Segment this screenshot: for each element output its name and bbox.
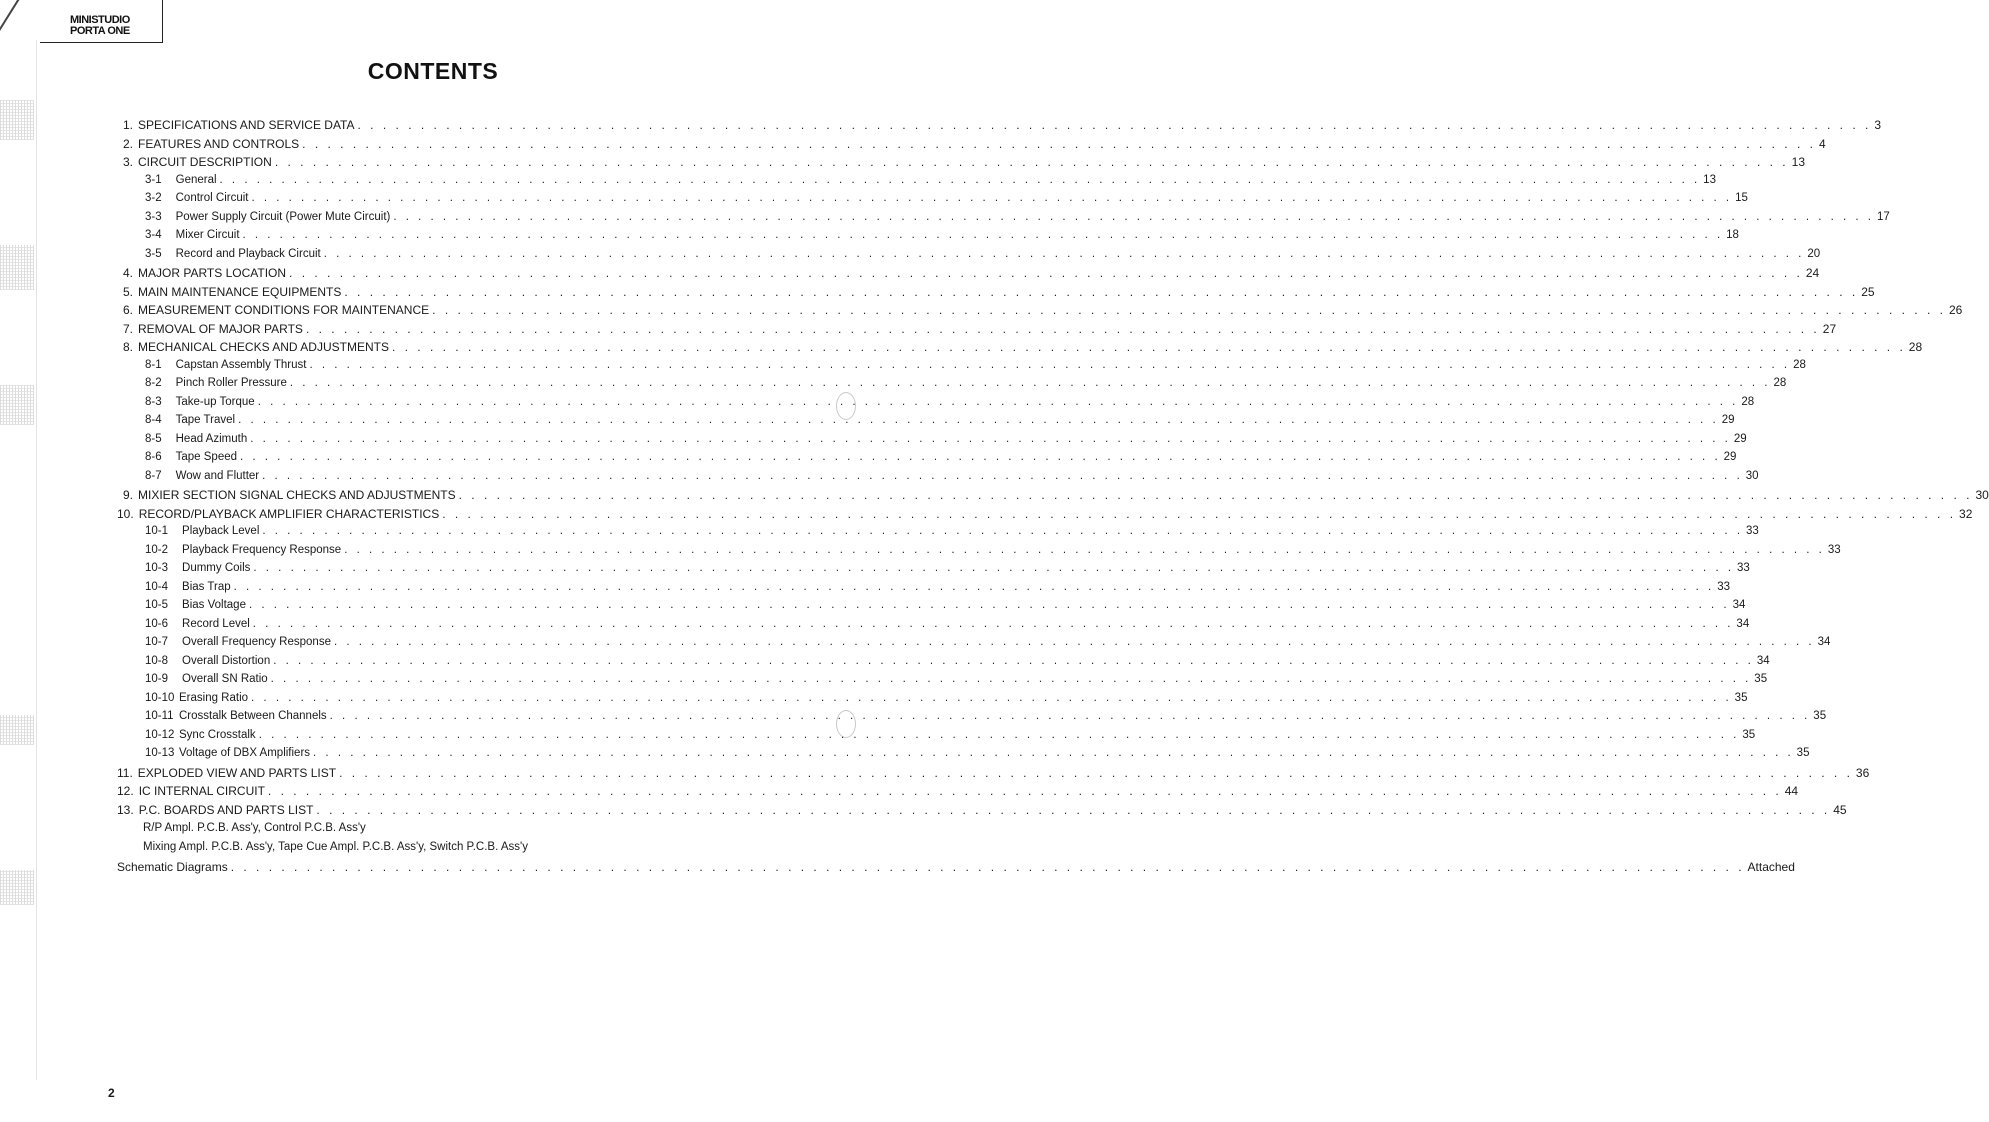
toc-entry-page: 45	[1833, 802, 1847, 817]
scan-speckle	[0, 245, 34, 290]
toc-entry-number: 10-5	[145, 599, 169, 611]
toc-entry-number: 10-6	[145, 617, 169, 630]
toc-entry-number: 10-3	[145, 562, 169, 574]
leader-dots: . . . . . . . . . . . . . . . . . . . . . . . . . . . . . . . . . . . . . . . . . . . . . . . . . . . . . . . . . . . . . . . . . . . . . . . . . . . . . . . . . . . . . . . . . . . . . . . . . . . . . . . . . . . . . . . . . . . . . . . .	[458, 488, 1973, 502]
toc-entry-label: Record and Playback Circuit	[175, 247, 321, 260]
toc-entry-label: CIRCUIT DESCRIPTION	[138, 155, 272, 169]
toc-entry-number: 1.	[123, 118, 134, 132]
toc-entry-label: Tape Speed	[175, 451, 238, 463]
toc-entry-number: 10-12	[145, 728, 175, 741]
toc-entry-page: 24	[1805, 266, 1820, 280]
leader-dots: . . . . . . . . . . . . . . . . . . . . . . . . . . . . . . . . . . . . . . . . . . . . . . . . . . . . . . . . . . . . . . . . . . . . . . . . . . . . . . . . . . . . . . . . . . . . . . . . . . . . . . . . . . . . . . . . . . . . . . . .	[344, 543, 1825, 556]
toc-entry-label: FEATURES AND CONTROLS	[138, 136, 300, 151]
toc-entry-page: 28	[1773, 377, 1787, 389]
toc-entry-label: Pinch Roller Pressure	[175, 377, 287, 389]
page-number: 2	[108, 1086, 115, 1100]
toc-entry-number: 11.	[117, 765, 133, 780]
toc-entry-number: 4.	[123, 266, 134, 280]
brand-line-1: MINISTUDIO	[70, 14, 130, 26]
toc-entry-label: Overall SN Ratio	[182, 673, 268, 685]
toc-entry	[145, 710, 1827, 727]
toc-entry-number: 2.	[123, 136, 134, 151]
toc-entry	[145, 247, 1821, 265]
toc-entry	[123, 136, 1826, 154]
leader-dots: . . . . . . . . . . . . . . . . . . . . . . . . . . . . . . . . . . . . . . . . . . . . . . . . . . . . . . . . . . . . . . . . . . . . . . . . . . . . . . . . . . . . . . . . . . . . . . . . . . . . . . . . . . . . . . . . . . . . . . . .	[432, 303, 1946, 317]
toc-entry	[145, 229, 1739, 246]
leader-dots: . . . . . . . . . . . . . . . . . . . . . . . . . . . . . . . . . . . . . . . . . . . . . . . . . . . . . . . . . . . . . . . . . . . . . . . . . . . . . . . . . . . . . . . . . . . . . . . . . . . . . . . . . . . . . . . . . . . . . . . .	[270, 673, 1752, 685]
scan-speckle	[0, 715, 34, 745]
toc-entry-label: Overall Distortion	[182, 654, 271, 667]
toc-entry	[123, 488, 1989, 505]
toc-entry-page: 34	[1756, 654, 1770, 667]
toc-entry-label: Playback Level	[182, 525, 260, 537]
toc-entry-number: 10-13	[145, 747, 175, 759]
toc-entry-page: 29	[1721, 414, 1735, 426]
toc-entry-page: 34	[1732, 599, 1746, 611]
leader-dots: . . . . . . . . . . . . . . . . . . . . . . . . . . . . . . . . . . . . . . . . . . . . . . . . . . . . . . . . . . . . . . . . . . . . . . . . . . . . . . . . . . . . . . . . . . . . . . . . . . . . . . . . . . . . . . . . . . . . . . . .	[289, 266, 1803, 280]
toc-entry-label: Bias Voltage	[182, 599, 246, 611]
toc-entry	[123, 284, 1875, 302]
toc-entry	[145, 728, 1756, 746]
toc-entry-label: MAJOR PARTS LOCATION	[138, 266, 287, 280]
toc-entry-label: Voltage of DBX Amplifiers	[179, 747, 311, 759]
toc-entry-label: Take-up Torque	[175, 395, 255, 408]
leader-dots: . . . . . . . . . . . . . . . . . . . . . . . . . . . . . . . . . . . . . . . . . . . . . . . . . . . . . . . . . . . . . . . . . . . . . . . . . . . . . . . . . . . . . . . . . . . . . . . . . . . . . . . . . . . . . . . . . . . . . . . .	[391, 340, 1906, 354]
brand-line-2: PORTA ONE	[70, 25, 130, 37]
toc-entry-label: MIXIER SECTION SIGNAL CHECKS AND ADJUSTMENTS	[138, 488, 456, 502]
toc-entry	[123, 155, 1805, 172]
toc-entry-page: 4	[1818, 136, 1826, 151]
leader-dots: . . . . . . . . . . . . . . . . . . . . . . . . . . . . . . . . . . . . . . . . . . . . . . . . . . . . . . . . . . . . . . . . . . . . . . . . . . . . . . . . . . . . . . . . . . . . . . . . . . . . . . . . . . . . . . . . . . . . . . . .	[230, 860, 1745, 874]
toc-entry	[145, 377, 1787, 394]
toc-entry-page: 33	[1717, 580, 1731, 593]
toc-entry	[117, 802, 1847, 820]
leader-dots: . . . . . . . . . . . . . . . . . . . . . . . . . . . . . . . . . . . . . . . . . . . . . . . . . . . . . . . . . . . . . . . . . . . . . . . . . . . . . . . . . . . . . . . . . . . . . . . . . . . . . . . . . . . . . . . . . . . . . . . .	[305, 321, 1820, 336]
toc-entry-number: 10-4	[145, 580, 169, 593]
toc-entry	[145, 617, 1750, 635]
toc-entry	[145, 747, 1810, 764]
toc-entry	[145, 525, 1759, 542]
toc-entry-label: Mixer Circuit	[175, 229, 240, 241]
toc-entry-number: 3-2	[145, 192, 162, 204]
scan-speckle	[0, 385, 34, 425]
toc-entry	[123, 321, 1837, 339]
toc-entry-label: Erasing Ratio	[179, 691, 249, 704]
toc-entry-page: 35	[1796, 747, 1810, 759]
toc-entry	[145, 543, 1841, 561]
toc-entry-page: 15	[1735, 192, 1748, 204]
toc-entry-label: Control Circuit	[175, 192, 249, 204]
toc-entry	[123, 303, 1963, 320]
toc-entry-number: 8.	[123, 340, 134, 354]
leader-dots: . . . . . . . . . . . . . . . . . . . . . . . . . . . . . . . . . . . . . . . . . . . . . . . . . . . . . . . . . . . . . . . . . . . . . . . . . . . . . . . . . . . . . . . . . . . . . . . . . . . . . . . . . . . . . . . . . . . . . . . .	[258, 728, 1740, 741]
toc-entry	[145, 580, 1731, 598]
leader-dots: . . . . . . . . . . . . . . . . . . . . . . . . . . . . . . . . . . . . . . . . . . . . . . . . . . . . . . . . . . . . . . . . . . . . . . . . . . . . . . . . . . . . . . . . . . . . . . . . . . . . . . . . . . . . . . . . . . . . . . . .	[242, 229, 1724, 241]
toc-entry-page: 28	[1741, 395, 1755, 408]
toc-entry-number: 5.	[123, 284, 134, 299]
toc-entry-page: 28	[1908, 340, 1923, 354]
toc-entry	[145, 636, 1831, 653]
leader-dots: . . . . . . . . . . . . . . . . . . . . . . . . . . . . . . . . . . . . . . . . . . . . . . . . . . . . . . . . . . . . . . . . . . . . . . . . . . . . . . . . . . . . . . . . . . . . . . . . . . . . . . . . . . . . . . . . . . . . . . . .	[257, 395, 1739, 408]
leader-dots: . . . . . . . . . . . . . . . . . . . . . . . . . . . . . . . . . . . . . . . . . . . . . . . . . . . . . . . . . . . . . . . . . . . . . . . . . . . . . . . . . . . . . . . . . . . . . . . . . . . . . . . . . . . . . . . . . . . . . . . .	[262, 525, 1744, 537]
toc-entry-number: 3.	[123, 155, 134, 169]
toc-entry-number: 12.	[117, 784, 134, 798]
toc-entry	[145, 192, 1748, 209]
toc-entry	[145, 673, 1768, 690]
toc-entry-label: RECORD/PLAYBACK AMPLIFIER CHARACTERISTICS	[138, 506, 440, 521]
toc-entry-label: P.C. BOARDS AND PARTS LIST	[138, 802, 314, 817]
toc-entry	[145, 562, 1750, 579]
leader-dots: . . . . . . . . . . . . . . . . . . . . . . . . . . . . . . . . . . . . . . . . . . . . . . . . . . . . . . . . . . . . . . . . . . . . . . . . . . . . . . . . . . . . . . . . . . . . . . . . . . . . . . . . . . . . . . . . . . . . . . . .	[339, 765, 1853, 780]
toc-entry-number: 10-8	[145, 654, 169, 667]
toc-entry-page: 26	[1948, 303, 1963, 317]
brand-box	[40, 0, 163, 43]
toc-entry-number: 8-2	[145, 377, 162, 389]
toc-entry-number: 8-3	[145, 395, 162, 408]
toc-entry-page: 28	[1793, 358, 1806, 371]
leader-dots: . . . . . . . . . . . . . . . . . . . . . . . . . . . . . . . . . . . . . . . . . . . . . . . . . . . . . . . . . . . . . . . . . . . . . . . . . . . . . . . . . . . . . . . . . . . . . . . . . . . . . . . . . . . . . . . . . . . . . . . .	[273, 654, 1754, 667]
toc-entry-label: Dummy Coils	[182, 562, 251, 574]
toc-entry-page: 20	[1807, 247, 1821, 260]
leader-dots: . . . . . . . . . . . . . . . . . . . . . . . . . . . . . . . . . . . . . . . . . . . . . . . . . . . . . . . . . . . . . . . . . . . . . . . . . . . . . . . . . . . . . . . . . . . . . . . . . . . . . . . . . . . . . . . . . . . . . . . .	[357, 118, 1872, 132]
toc-entry-number: 3-1	[145, 173, 162, 186]
toc-entry-page: 29	[1733, 432, 1747, 445]
toc-entry	[117, 784, 1799, 801]
toc-entry	[145, 210, 1890, 228]
toc-entry-page: 27	[1822, 321, 1837, 336]
leader-dots: . . . . . . . . . . . . . . . . . . . . . . . . . . . . . . . . . . . . . . . . . . . . . . . . . . . . . . . . . . . . . . . . . . . . . . . . . . . . . . . . . . . . . . . . . . . . . . . . . . . . . . . . . . . . . . . . . . . . . . . .	[442, 506, 1957, 521]
toc-entry-number: 13.	[117, 802, 134, 817]
toc-entry-label: Crosstalk Between Channels	[179, 710, 327, 722]
leader-dots: . . . . . . . . . . . . . . . . . . . . . . . . . . . . . . . . . . . . . . . . . . . . . . . . . . . . . . . . . . . . . . . . . . . . . . . . . . . . . . . . . . . . . . . . . . . . . . . . . . . . . . . . . . . . . . . . . . . . . . . .	[219, 173, 1701, 186]
leader-dots: . . . . . . . . . . . . . . . . . . . . . . . . . . . . . . . . . . . . . . . . . . . . . . . . . . . . . . . . . . . . . . . . . . . . . . . . . . . . . . . . . . . . . . . . . . . . . . . . . . . . . . . . . . . . . . . . . . . . . . . .	[238, 414, 1719, 426]
leader-dots: . . . . . . . . . . . . . . . . . . . . . . . . . . . . . . . . . . . . . . . . . . . . . . . . . . . . . . . . . . . . . . . . . . . . . . . . . . . . . . . . . . . . . . . . . . . . . . . . . . . . . . . . . . . . . . . . . . . . . . . .	[240, 451, 1721, 463]
toc-entry	[145, 414, 1735, 431]
toc-entry-page: 13	[1791, 155, 1805, 169]
toc-entry-label: Wow and Flutter	[175, 469, 260, 482]
toc-entry-number: 8-1	[145, 358, 162, 371]
corner-crop-mark	[0, 0, 23, 32]
toc-entry-number: 3-5	[145, 247, 162, 260]
toc-entry-page: 35	[1813, 710, 1827, 722]
toc-entry-number: 10-1	[145, 525, 169, 537]
toc-entry-page: 34	[1817, 636, 1831, 648]
toc-entry-page: 33	[1746, 525, 1759, 537]
toc-entry-page: 33	[1737, 562, 1750, 574]
toc-entry-number: 3-3	[145, 210, 162, 223]
toc-entry-label: Capstan Assembly Thrust	[175, 358, 307, 371]
scan-edge-line	[36, 40, 37, 1080]
toc-entry-number: 8-7	[145, 469, 162, 482]
toc-entry-number: 6.	[123, 303, 134, 317]
toc-entry-number: 10-7	[145, 636, 169, 648]
toc-entry-number: 10-9	[145, 673, 169, 685]
leader-dots: . . . . . . . . . . . . . . . . . . . . . . . . . . . . . . . . . . . . . . . . . . . . . . . . . . . . . . . . . . . . . . . . . . . . . . . . . . . . . . . . . . . . . . . . . . . . . . . . . . . . . . . . . . . . . . . . . . . . . . . .	[344, 284, 1859, 299]
toc-entry-number: 8-5	[145, 432, 162, 445]
toc-entry-page: Attached	[1747, 860, 1795, 874]
toc-entry-label: SPECIFICATIONS AND SERVICE DATA	[138, 118, 355, 132]
leader-dots: . . . . . . . . . . . . . . . . . . . . . . . . . . . . . . . . . . . . . . . . . . . . . . . . . . . . . . . . . . . . . . . . . . . . . . . . . . . . . . . . . . . . . . . . . . . . . . . . . . . . . . . . . . . . . . . . . . . . . . . .	[309, 358, 1791, 371]
toc-entry-label: IC INTERNAL CIRCUIT	[138, 784, 265, 798]
toc-entry	[145, 432, 1747, 450]
toc-entry-label: MAIN MAINTENANCE EQUIPMENTS	[138, 284, 342, 299]
toc-entry	[145, 395, 1755, 413]
toc-entry-page: 25	[1861, 284, 1875, 299]
toc-entry-number: 9.	[123, 488, 134, 502]
toc-entry	[145, 691, 1748, 709]
toc-entry-page: 18	[1726, 229, 1739, 241]
page-title: CONTENTS	[367, 58, 499, 84]
toc-entry	[123, 266, 1820, 283]
toc-entry-number: 10-2	[145, 543, 169, 556]
leader-dots: . . . . . . . . . . . . . . . . . . . . . . . . . . . . . . . . . . . . . . . . . . . . . . . . . . . . . . . . . . . . . . . . . . . . . . . . . . . . . . . . . . . . . . . . . . . . . . . . . . . . . . . . . . . . . . . . . . . . . . . .	[253, 562, 1735, 574]
toc-entry-page: 33	[1827, 543, 1841, 556]
toc-entry-label: Playback Frequency Response	[182, 543, 342, 556]
leader-dots: . . . . . . . . . . . . . . . . . . . . . . . . . . . . . . . . . . . . . . . . . . . . . . . . . . . . . . . . . . . . . . . . . . . . . . . . . . . . . . . . . . . . . . . . . . . . . . . . . . . . . . . . . . . . . . . . . . . . . . . .	[248, 599, 1730, 611]
toc-entry-number: 10-11	[145, 710, 174, 722]
toc-entry	[145, 358, 1806, 376]
leader-dots: . . . . . . . . . . . . . . . . . . . . . . . . . . . . . . . . . . . . . . . . . . . . . . . . . . . . . . . . . . . . . . . . . . . . . . . . . . . . . . . . . . . . . . . . . . . . . . . . . . . . . . . . . . . . . . . . . . . . . . . .	[233, 580, 1715, 593]
toc-entry-page: 29	[1723, 451, 1737, 463]
toc-entry-label: Tape Travel	[175, 414, 236, 426]
leader-dots: . . . . . . . . . . . . . . . . . . . . . . . . . . . . . . . . . . . . . . . . . . . . . . . . . . . . . . . . . . . . . . . . . . . . . . . . . . . . . . . . . . . . . . . . . . . . . . . . . . . . . . . . . . . . . . . . . . . . . . . .	[316, 802, 1831, 817]
toc-entry-page: 35	[1754, 673, 1768, 685]
toc-entry-page: 32	[1959, 506, 1973, 521]
leader-dots: . . . . . . . . . . . . . . . . . . . . . . . . . . . . . . . . . . . . . . . . . . . . . . . . . . . . . . . . . . . . . . . . . . . . . . . . . . . . . . . . . . . . . . . . . . . . . . . . . . . . . . . . . . . . . . . . . . . . . . . .	[302, 136, 1816, 151]
scan-speckle	[0, 100, 34, 140]
toc-entry-schematic	[117, 860, 1795, 877]
leader-dots: . . . . . . . . . . . . . . . . . . . . . . . . . . . . . . . . . . . . . . . . . . . . . . . . . . . . . . . . . . . . . . . . . . . . . . . . . . . . . . . . . . . . . . . . . . . . . . . . . . . . . . . . . . . . . . . . . . . . . . . .	[251, 192, 1733, 204]
toc-entry-page: 30	[1745, 469, 1759, 482]
toc-entry-page: 3	[1874, 118, 1882, 132]
scan-speckle	[0, 870, 34, 905]
toc-entry-label: EXPLODED VIEW AND PARTS LIST	[137, 765, 337, 780]
toc-entry-page: 34	[1736, 617, 1750, 630]
toc-entry-label: Power Supply Circuit (Power Mute Circuit)	[175, 210, 391, 223]
toc-entry-label: MEASUREMENT CONDITIONS FOR MAINTENANCE	[138, 303, 430, 317]
toc-entry-label: Overall Frequency Response	[182, 636, 331, 648]
leader-dots: . . . . . . . . . . . . . . . . . . . . . . . . . . . . . . . . . . . . . . . . . . . . . . . . . . . . . . . . . . . . . . . . . . . . . . . . . . . . . . . . . . . . . . . . . . . . . . . . . . . . . . . . . . . . . . . . . . . . . . . .	[262, 469, 1743, 482]
toc-entry-label: MECHANICAL CHECKS AND ADJUSTMENTS	[138, 340, 389, 354]
toc-subnote: R/P Ampl. P.C.B. Ass'y, Control P.C.B. Ass'y	[143, 822, 366, 834]
toc-entry	[145, 599, 1746, 616]
toc-entry-number: 10-10	[145, 691, 175, 704]
toc-entry	[123, 118, 1882, 135]
toc-entry-page: 36	[1855, 765, 1870, 780]
leader-dots: . . . . . . . . . . . . . . . . . . . . . . . . . . . . . . . . . . . . . . . . . . . . . . . . . . . . . . . . . . . . . . . . . . . . . . . . . . . . . . . . . . . . . . . . . . . . . . . . . . . . . . . . . . . . . . . . . . . . . . . .	[267, 784, 1782, 798]
toc-entry-page: 35	[1742, 728, 1756, 741]
toc-entry	[123, 340, 1923, 357]
toc-entry	[145, 451, 1737, 468]
toc-entry-label: Record Level	[182, 617, 250, 630]
toc-entry-label: REMOVAL OF MAJOR PARTS	[138, 321, 303, 336]
toc-entry	[145, 654, 1770, 672]
toc-entry-page: 17	[1876, 210, 1890, 223]
leader-dots: . . . . . . . . . . . . . . . . . . . . . . . . . . . . . . . . . . . . . . . . . . . . . . . . . . . . . . . . . . . . . . . . . . . . . . . . . . . . . . . . . . . . . . . . . . . . . . . . . . . . . . . . . . . . . . . . . . . . . . . .	[250, 432, 1731, 445]
toc-entry-label: Bias Trap	[182, 580, 231, 593]
toc-entry	[117, 765, 1870, 783]
toc-entry-page: 30	[1975, 488, 1989, 502]
leader-dots: . . . . . . . . . . . . . . . . . . . . . . . . . . . . . . . . . . . . . . . . . . . . . . . . . . . . . . . . . . . . . . . . . . . . . . . . . . . . . . . . . . . . . . . . . . . . . . . . . . . . . . . . . . . . . . . . . . . . . . . .	[313, 747, 1794, 759]
toc-entry-number: 8-4	[145, 414, 162, 426]
toc-entry-number: 7.	[123, 321, 134, 336]
leader-dots: . . . . . . . . . . . . . . . . . . . . . . . . . . . . . . . . . . . . . . . . . . . . . . . . . . . . . . . . . . . . . . . . . . . . . . . . . . . . . . . . . . . . . . . . . . . . . . . . . . . . . . . . . . . . . . . . . . . . . . . .	[252, 617, 1734, 630]
toc-entry	[145, 173, 1716, 191]
toc-entry-number: 3-4	[145, 229, 162, 241]
toc-entry	[145, 469, 1759, 487]
leader-dots: . . . . . . . . . . . . . . . . . . . . . . . . . . . . . . . . . . . . . . . . . . . . . . . . . . . . . . . . . . . . . . . . . . . . . . . . . . . . . . . . . . . . . . . . . . . . . . . . . . . . . . . . . . . . . . . . . . . . . . . .	[289, 377, 1771, 389]
leader-dots: . . . . . . . . . . . . . . . . . . . . . . . . . . . . . . . . . . . . . . . . . . . . . . . . . . . . . . . . . . . . . . . . . . . . . . . . . . . . . . . . . . . . . . . . . . . . . . . . . . . . . . . . . . . . . . . . . . . . . . . .	[329, 710, 1811, 722]
toc-entry-page: 44	[1784, 784, 1799, 798]
toc-entry-label: Head Azimuth	[175, 432, 248, 445]
toc-entry-page: 35	[1734, 691, 1748, 704]
toc-entry-number: 8-6	[145, 451, 162, 463]
toc-entry-label: Schematic Diagrams	[117, 860, 228, 874]
leader-dots: . . . . . . . . . . . . . . . . . . . . . . . . . . . . . . . . . . . . . . . . . . . . . . . . . . . . . . . . . . . . . . . . . . . . . . . . . . . . . . . . . . . . . . . . . . . . . . . . . . . . . . . . . . . . . . . . . . . . . . . .	[274, 155, 1789, 169]
leader-dots: . . . . . . . . . . . . . . . . . . . . . . . . . . . . . . . . . . . . . . . . . . . . . . . . . . . . . . . . . . . . . . . . . . . . . . . . . . . . . . . . . . . . . . . . . . . . . . . . . . . . . . . . . . . . . . . . . . . . . . . .	[251, 691, 1732, 704]
leader-dots: . . . . . . . . . . . . . . . . . . . . . . . . . . . . . . . . . . . . . . . . . . . . . . . . . . . . . . . . . . . . . . . . . . . . . . . . . . . . . . . . . . . . . . . . . . . . . . . . . . . . . . . . . . . . . . . . . . . . . . . .	[333, 636, 1815, 648]
toc-entry-label: General	[175, 173, 217, 186]
toc-entry-number: 10.	[117, 506, 134, 521]
toc-entry-label: Sync Crosstalk	[179, 728, 256, 741]
leader-dots: . . . . . . . . . . . . . . . . . . . . . . . . . . . . . . . . . . . . . . . . . . . . . . . . . . . . . . . . . . . . . . . . . . . . . . . . . . . . . . . . . . . . . . . . . . . . . . . . . . . . . . . . . . . . . . . . . . . . . . . .	[393, 210, 1874, 223]
toc-subnote: Mixing Ampl. P.C.B. Ass'y, Tape Cue Ampl. P.C.B. Ass'y, Switch P.C.B. Ass'y	[143, 840, 528, 853]
leader-dots: . . . . . . . . . . . . . . . . . . . . . . . . . . . . . . . . . . . . . . . . . . . . . . . . . . . . . . . . . . . . . . . . . . . . . . . . . . . . . . . . . . . . . . . . . . . . . . . . . . . . . . . . . . . . . . . . . . . . . . . .	[323, 247, 1805, 260]
toc-entry	[117, 506, 1973, 524]
toc-entry-page: 13	[1703, 173, 1716, 186]
